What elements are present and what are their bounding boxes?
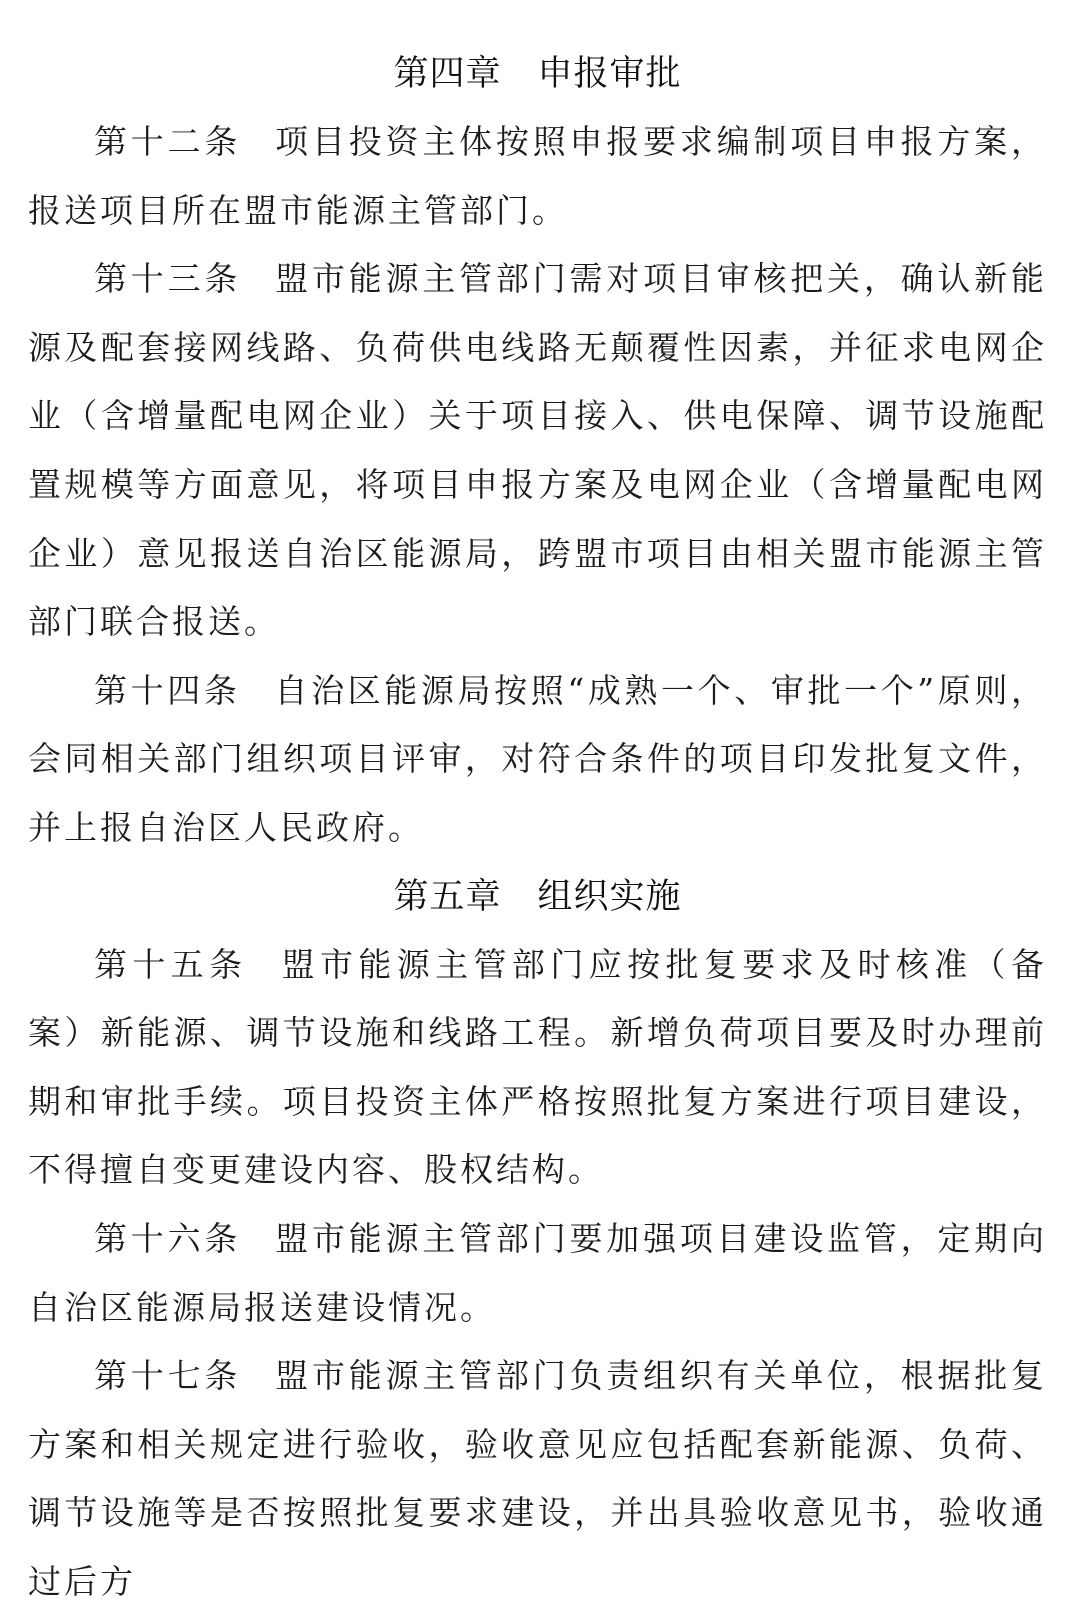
article-15 (28, 931, 1047, 1205)
article-13-text: 盟市能源主管部门需对项目审核把关，确认新能源及配套接网线路、负荷供电线路无颠覆性因素，并征求电网企业（含增量配电网企业）关于项目接入、供电保障、调节设施配置规模等方面意见，将项目申报方案及电网企业（含增量配电网企业）意见报送自治区能源局，跨盟市项目由相关盟市能源主管部门联合报送。 (28, 259, 1048, 642)
article-13 (28, 245, 1047, 657)
article-16 (28, 1205, 1047, 1342)
article-12-number: 第十二条 (94, 122, 242, 161)
chapter-5-title: 第五章 (393, 876, 502, 917)
article-15-number: 第十五条 (94, 944, 248, 984)
article-15-text: 盟市能源主管部门应按批复要求及时核准（备案）新能源、调节设施和线路工程。新增负荷项目要及时办理前期和审批手续。项目投资主体严格按照批复方案进行项目建设，不得擅自变更建设内容、股权结构。 (28, 944, 1048, 1190)
article-13-number: 第十三条 (94, 259, 242, 299)
chapter-5-subtitle: 组织实施 (537, 876, 682, 917)
article-17 (28, 1342, 1047, 1616)
article-14 (28, 657, 1047, 863)
article-16-text: 盟市能源主管部门要加强项目建设监管，定期向自治区能源局报送建设情况。 (28, 1218, 1048, 1327)
article-12 (28, 108, 1047, 245)
chapter-4-title: 第四章 (393, 54, 502, 94)
article-12-text: 项目投资主体按照申报要求编制项目申报方案，报送项目所在盟市能源主管部门。 (28, 122, 1048, 230)
article-17-number: 第十七条 (94, 1356, 242, 1396)
chapter-4-subtitle: 申报审批 (537, 54, 682, 94)
article-14-number: 第十四条 (94, 670, 241, 710)
article-17-text: 盟市能源主管部门负责组织有关单位，根据批复方案和相关规定进行验收，验收意见应包括配套新能源、负荷、调节设施等是否按照批复要求建设，并出具验收意见书，验收通过后方 (28, 1356, 1048, 1601)
chapter-4-heading (28, 40, 1047, 108)
article-16-number: 第十六条 (94, 1218, 242, 1258)
chapter-5-heading (28, 863, 1047, 931)
article-14-text: 自治区能源局按照“成熟一个、审批一个”原则，会同相关部门组织项目评审，对符合条件的项目印发批复文件，并上报自治区人民政府。 (28, 670, 1048, 847)
